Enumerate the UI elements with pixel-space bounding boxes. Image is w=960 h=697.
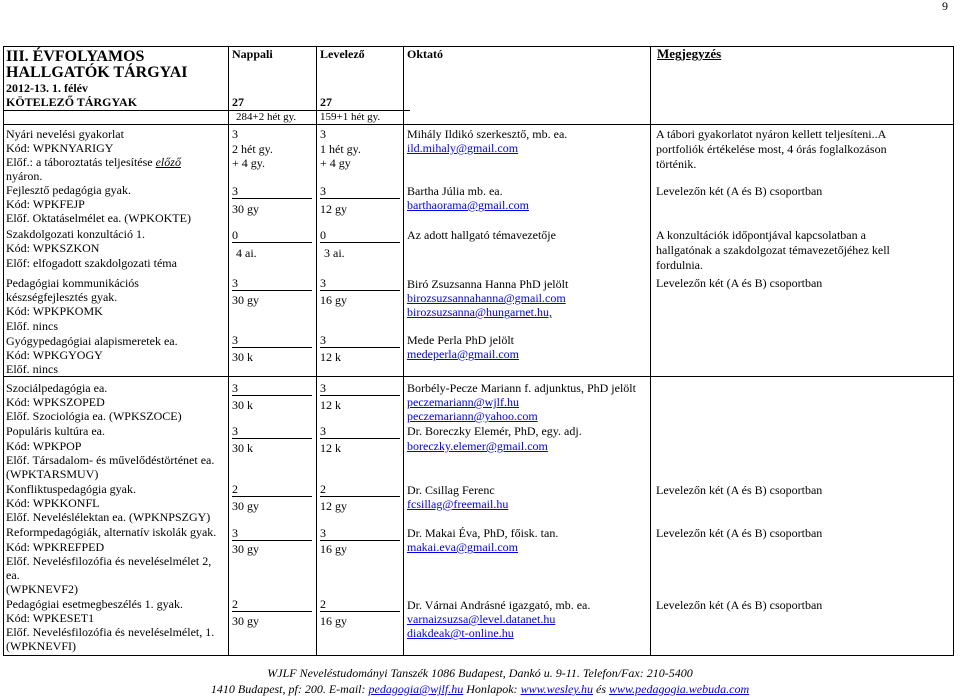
note-line: Levelezőn két (A és B) csoportban xyxy=(656,598,823,612)
note-line: fordulnia. xyxy=(656,258,703,272)
credits-levelezo: 3 xyxy=(320,526,326,540)
total-hours-nappali: 284+2 hét gy. xyxy=(236,111,297,123)
subject-line: Pedagógiai kommunikációs xyxy=(6,276,139,290)
credits-nappali: 3 xyxy=(232,127,238,141)
divider xyxy=(320,540,400,541)
note-line: Levelezőn két (A és B) csoportban xyxy=(656,184,823,198)
teacher-name: Dr. Boreczky Elemér, PhD, egy. adj. xyxy=(407,424,582,438)
footer-text: Honlapok: xyxy=(463,682,521,696)
subject-line: Reformpedagógiák, alternatív iskolák gyak. xyxy=(6,525,217,539)
subject-code: Kód: WPKKONFL xyxy=(6,496,100,510)
hours-nappali: 30 gy xyxy=(232,293,259,307)
divider xyxy=(320,290,400,291)
teacher-email-link[interactable]: peczemariann@yahoo.com xyxy=(407,409,538,423)
teacher-email-link[interactable]: peczemariann@wjlf.hu xyxy=(407,395,520,409)
hours-levelezo: 16 gy xyxy=(320,614,347,628)
subject-line: nyáron. xyxy=(6,169,43,183)
column-header-oktato: Oktató xyxy=(407,47,443,61)
semester-label: 2012-13. 1. félév xyxy=(6,81,88,95)
teacher-email-link[interactable]: ild.mihaly@gmail.com xyxy=(407,141,519,155)
subject-code: Kód: WPKSZKON xyxy=(6,241,100,255)
divider xyxy=(232,347,312,348)
footer-text: és xyxy=(593,682,610,696)
hours-nappali: 30 gy xyxy=(232,542,259,556)
teacher-name: Mihály Ildikó szerkesztő, mb. ea. xyxy=(407,127,568,141)
subject-prereq: Előf. nincs xyxy=(6,319,58,333)
subject-code: Kód: WPKPKOMK xyxy=(6,304,103,318)
divider xyxy=(232,438,312,439)
credits-nappali: 3 xyxy=(232,184,238,198)
credits-nappali: 3 xyxy=(232,526,238,540)
credits-levelezo: 2 xyxy=(320,482,326,496)
note-line: történik. xyxy=(656,157,697,171)
divider xyxy=(232,290,312,291)
credits-nappali: 3 xyxy=(232,276,238,290)
subject-line: Populáris kultúra ea. xyxy=(6,424,105,438)
teacher-email-link[interactable]: birozsuzsanna@hungarnet.hu, xyxy=(407,305,553,319)
teacher-email-link[interactable]: boreczky.elemer@gmail.com xyxy=(407,439,548,453)
total-credits-nappali: 27 xyxy=(232,95,244,109)
note-line: Levelezőn két (A és B) csoportban xyxy=(656,483,823,497)
hours-levelezo: 12 k xyxy=(320,398,341,412)
divider xyxy=(232,242,312,243)
subject-line: készségfejlesztés gyak. xyxy=(6,290,118,304)
credits-levelezo: 3 xyxy=(320,333,326,347)
page-title-line2: HALLGATÓK TÁRGYAI xyxy=(6,64,188,81)
subject-prereq: Előf. Oktatáselmélet ea. (WPKOKTE) xyxy=(6,211,191,225)
teacher-name: Mede Perla PhD jelölt xyxy=(407,333,514,347)
teacher-email-link[interactable]: birozsuzsannahanna@gmail.com xyxy=(407,291,566,305)
column-header-levelezo: Levelező xyxy=(320,47,365,61)
teacher-email-link[interactable]: medeperla@gmail.com xyxy=(407,347,520,361)
subject-code: Kód: WPKPOP xyxy=(6,439,82,453)
subject-prereq: Előf. Társadalom- és művelődéstörténet ea. xyxy=(6,453,215,467)
hours-nappali-extra: + 4 gy. xyxy=(232,156,265,170)
hours-levelezo: 12 k xyxy=(320,441,341,455)
divider xyxy=(320,242,400,243)
hours-nappali: 4 ai. xyxy=(236,246,257,260)
hours-nappali: 30 gy xyxy=(232,614,259,628)
subject-line: Szakdolgozati konzultáció 1. xyxy=(6,227,145,241)
hours-nappali: 2 hét gy. xyxy=(232,142,273,156)
subject-code: Kód: WPKREFPED xyxy=(6,540,105,554)
divider xyxy=(320,395,400,396)
subject-line: Pedagógiai esetmegbeszélés 1. gyak. xyxy=(6,597,183,611)
teacher-name: Borbély-Pecze Mariann f. adjunktus, PhD jelölt xyxy=(407,381,636,395)
hours-levelezo: 3 ai. xyxy=(324,246,345,260)
teacher-name: Az adott hallgató témavezetője xyxy=(407,228,556,242)
subject-prereq: Előf: elfogadott szakdolgozati téma xyxy=(6,256,177,270)
divider xyxy=(232,540,312,541)
credits-levelezo: 0 xyxy=(320,228,326,242)
subject-line: (WPKNEVF2) xyxy=(6,582,78,596)
credits-levelezo: 3 xyxy=(320,424,326,438)
hours-levelezo: 12 k xyxy=(320,350,341,364)
note-line: portfoliók értékelése most, 4 órás foglalkozáson xyxy=(656,142,887,156)
subject-line: ea. xyxy=(6,568,20,582)
hours-levelezo: 16 gy xyxy=(320,293,347,307)
credits-nappali: 3 xyxy=(232,333,238,347)
subject-line: (WPKTARSMUV) xyxy=(6,467,99,481)
required-subjects-label: KÖTELEZŐ TÁRGYAK xyxy=(6,95,138,109)
hours-nappali: 30 gy xyxy=(232,499,259,513)
subject-prereq: Előf. Szociológia ea. (WPKSZOCE) xyxy=(6,409,182,423)
teacher-name: Dr. Makai Éva, PhD, főisk. tan. xyxy=(407,526,559,540)
hours-levelezo: 12 gy xyxy=(320,202,347,216)
hours-levelezo-extra: + 4 gy xyxy=(320,156,351,170)
hours-nappali: 30 gy xyxy=(232,202,259,216)
footer-text: 1410 Budapest, pf: 200. E-mail: xyxy=(210,682,369,696)
teacher-email-link[interactable]: diakdeak@t-online.hu xyxy=(407,626,514,640)
footer-site-link[interactable]: www.wesley.hu xyxy=(520,682,594,696)
note-line: Levelezőn két (A és B) csoportban xyxy=(656,526,823,540)
column-header-nappali: Nappali xyxy=(232,47,273,61)
credits-nappali: 2 xyxy=(232,597,238,611)
column-header-megjegyzes: Megjegyzés xyxy=(657,46,722,61)
subject-line: (WPKNEVFI) xyxy=(6,639,76,653)
divider xyxy=(232,395,312,396)
subject-prereq: Előf. Nevelésfilozófia és neveléselmélet, 1. xyxy=(6,625,215,639)
hours-levelezo: 16 gy xyxy=(320,542,347,556)
hours-nappali: 30 k xyxy=(232,441,253,455)
subject-code: Kód: WPKNYARIGY xyxy=(6,141,114,155)
subject-code: Kód: WPKSZOPED xyxy=(6,395,105,409)
hours-nappali: 30 k xyxy=(232,398,253,412)
note-line: Levelezőn két (A és B) csoportban xyxy=(656,276,823,290)
credits-nappali: 3 xyxy=(232,424,238,438)
divider xyxy=(232,198,312,199)
divider xyxy=(232,496,312,497)
subject-line: Konfliktuspedagógia gyak. xyxy=(6,482,136,496)
page-number: 9 xyxy=(942,0,948,13)
credits-levelezo: 3 xyxy=(320,276,326,290)
subject-line: Gyógypedagógiai alapismeretek ea. xyxy=(6,334,178,348)
teacher-name: Biró Zsuzsanna Hanna PhD jelölt xyxy=(407,277,569,291)
page-title-line1: III. ÉVFOLYAMOS xyxy=(6,48,145,65)
footer-address: WJLF Neveléstudományi Tanszék 1086 Budapest, Dankó u. 9-11. Telefon/Fax: 210-5400 xyxy=(267,666,693,680)
note-line: A tábori gyakorlatot nyáron kellett teljesíteni..A xyxy=(656,127,887,141)
total-hours-levelezo: 159+1 hét gy. xyxy=(320,111,381,123)
divider xyxy=(320,438,400,439)
subject-prereq: Előf. nincs xyxy=(6,362,58,376)
divider xyxy=(320,611,400,612)
teacher-name: Dr. Csillag Ferenc xyxy=(407,483,495,497)
subject-code: Kód: WPKFEJP xyxy=(6,197,85,211)
divider xyxy=(232,611,312,612)
divider xyxy=(320,347,400,348)
footer-site-link[interactable]: www.pedagogia.webuda.com xyxy=(609,682,750,696)
teacher-email-link[interactable]: varnaizsuzsa@level.datanet.hu xyxy=(407,612,556,626)
note-line: A konzultációk időpontjával kapcsolatban a xyxy=(656,228,866,242)
subject-code: Kód: WPKESET1 xyxy=(6,611,95,625)
note-line: hallgatónak a szakdolgozat témavezetőjéhez kell xyxy=(656,243,890,257)
footer-contact xyxy=(0,682,960,697)
divider xyxy=(320,496,400,497)
subject-code: Kód: WPKGYOGY xyxy=(6,348,103,362)
subject-line: Szociálpedagógia ea. xyxy=(6,381,108,395)
subject-prereq: Előf. Neveléslélektan ea. (WPKNPSZGY) xyxy=(6,510,211,524)
credits-nappali: 2 xyxy=(232,482,238,496)
subject-prereq: Előf. Nevelésfilozófia és neveléselmélet 2, xyxy=(6,554,212,568)
hours-levelezo: 1 hét gy. xyxy=(320,142,361,156)
teacher-email-link[interactable]: fcsillag@freemail.hu xyxy=(407,497,509,511)
teacher-name: Bartha Júlia mb. ea. xyxy=(407,184,503,198)
subject-line: Fejlesztő pedagógia gyak. xyxy=(6,183,131,197)
total-credits-levelezo: 27 xyxy=(320,95,332,109)
credits-nappali: 3 xyxy=(232,381,238,395)
credits-levelezo: 3 xyxy=(320,127,326,141)
subject-line: Nyári nevelési gyakorlat xyxy=(6,127,124,141)
credits-levelezo: 3 xyxy=(320,381,326,395)
credits-levelezo: 3 xyxy=(320,184,326,198)
teacher-email-link[interactable]: barthaorama@gmail.com xyxy=(407,198,530,212)
hours-nappali: 30 k xyxy=(232,350,253,364)
subject-prereq: Előf.: a táboroztatás teljesítése előző xyxy=(6,155,181,169)
divider xyxy=(320,198,400,199)
credits-nappali: 0 xyxy=(232,228,238,242)
teacher-name: Dr. Várnai Andrásné igazgató, mb. ea. xyxy=(407,598,591,612)
credits-levelezo: 2 xyxy=(320,597,326,611)
teacher-email-link[interactable]: makai.eva@gmail.com xyxy=(407,540,519,554)
hours-levelezo: 12 gy xyxy=(320,499,347,513)
footer-email-link[interactable]: pedagogia@wjlf.hu xyxy=(368,682,464,696)
